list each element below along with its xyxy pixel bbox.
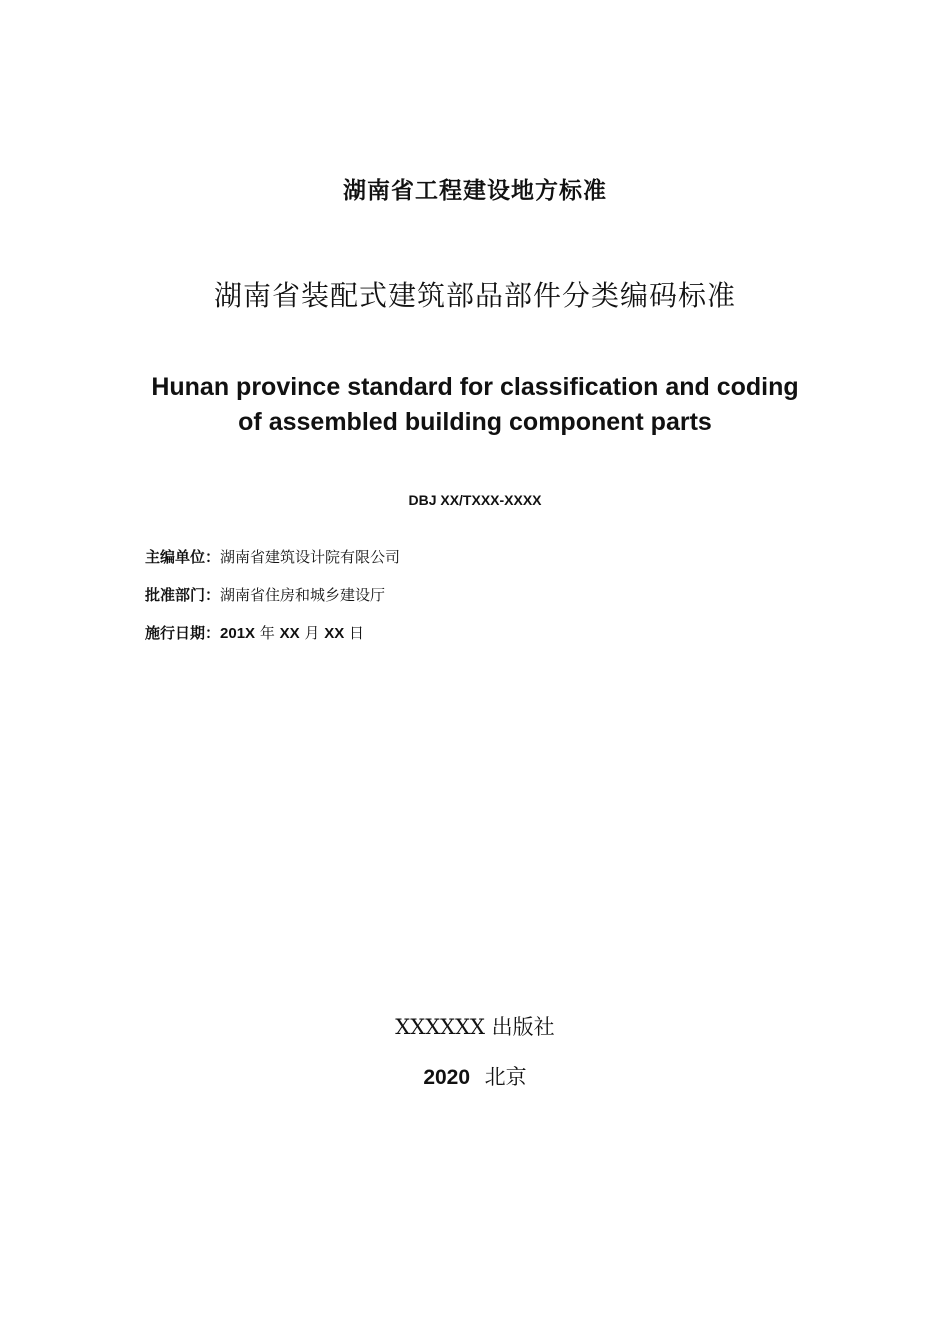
standard-code: DBJ XX/TXXX-XXXX [408,492,542,508]
effective-date-value [220,624,364,642]
approver-label: 批准部门： [145,586,221,604]
effective-date-day-unit: 日 [349,624,365,642]
approver-value: 湖南省住房和城乡建设厅 [220,586,386,604]
publication-year-place [0,1061,950,1091]
publisher-name: XXXXXX 出版社 [395,1015,555,1039]
effective-date-month-unit: 月 [304,624,320,642]
editor-value: 湖南省建筑设计院有限公司 [220,548,401,566]
effective-date-year: 201X [220,625,256,642]
standard-title-english-line-1: Hunan province standard for classification and coding [151,373,799,401]
editor-row [145,546,400,567]
standard-title-english-line-2: of assembled building component parts [238,408,712,436]
effective-date-label: 施行日期： [145,624,221,642]
publication-place: 北京 [484,1065,527,1089]
approver-row [145,584,385,605]
effective-date-row [145,622,364,643]
standard-series-title: 湖南省工程建设地方标准 [343,178,607,204]
effective-date-day: XX [324,625,345,642]
publication-year: 2020 [423,1066,471,1089]
standard-title-chinese: 湖南省装配式建筑部品部件分类编码标准 [213,279,736,312]
effective-date-year-unit: 年 [259,624,275,642]
editor-label: 主编单位： [145,548,221,566]
effective-date-month: XX [279,625,300,642]
standard-title-english [0,370,950,440]
